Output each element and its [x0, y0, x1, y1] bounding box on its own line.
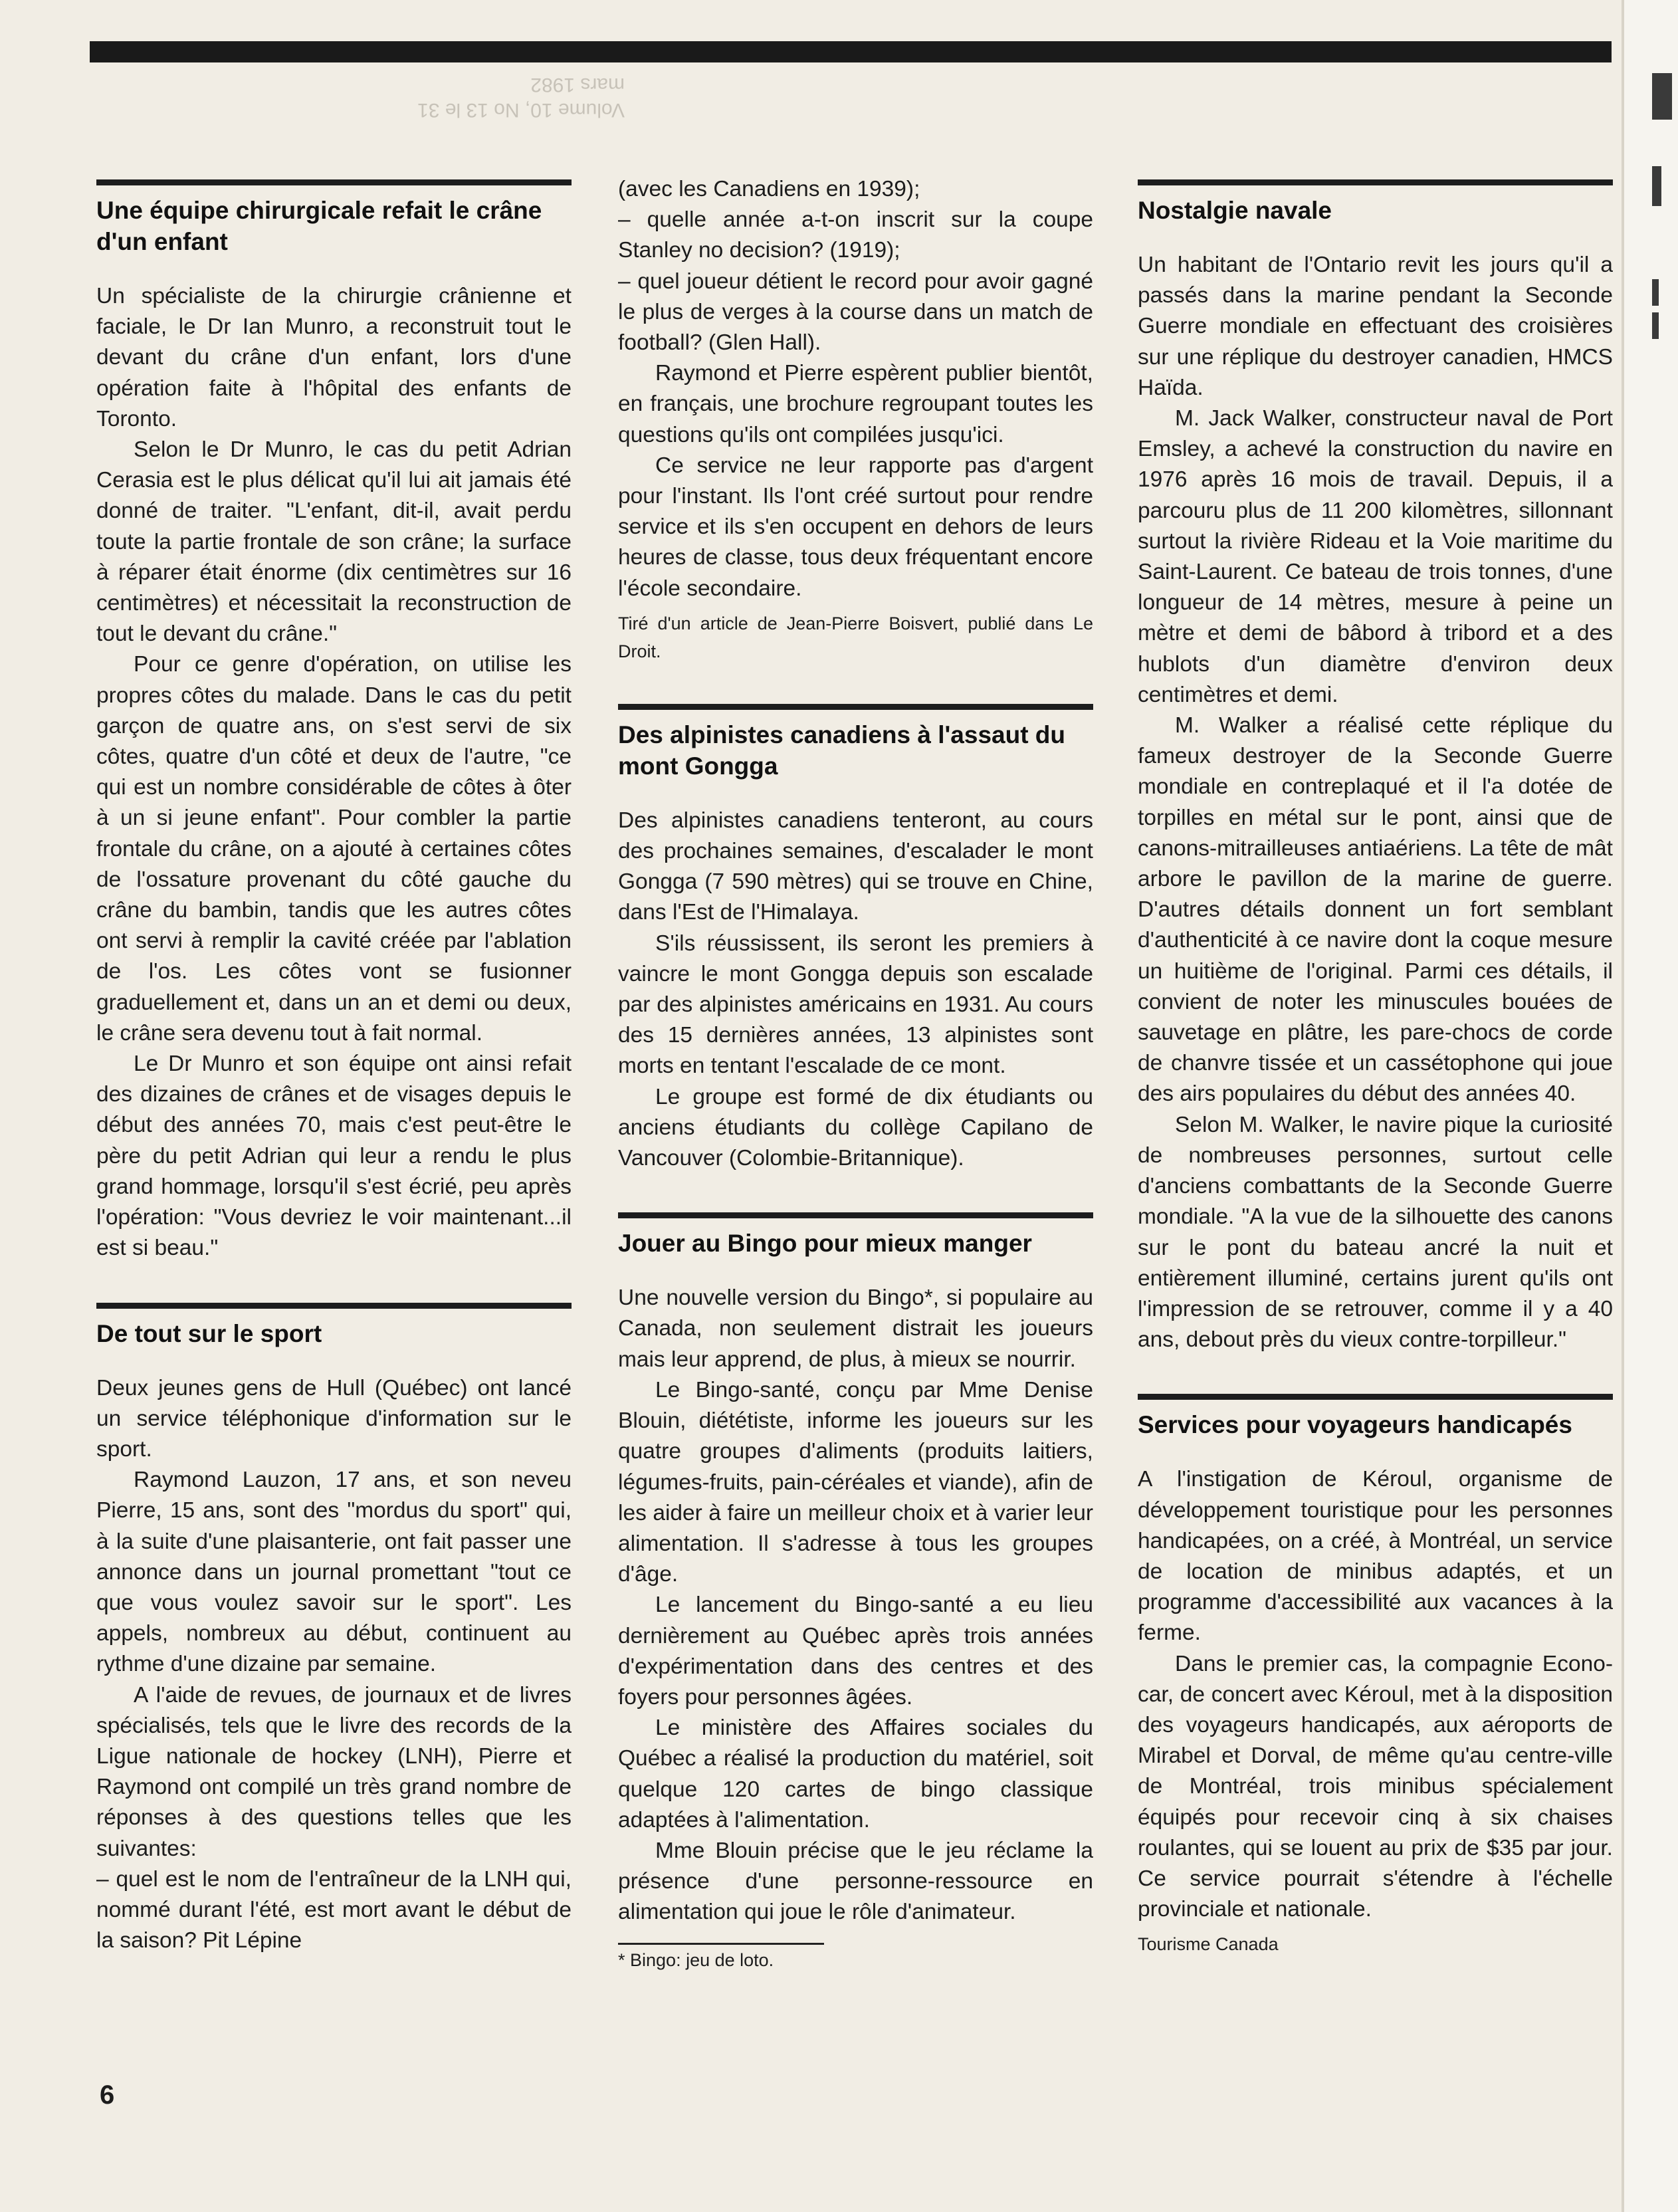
edge-mark [1652, 166, 1661, 206]
article-rule [96, 179, 572, 185]
article-chirurgie [96, 179, 572, 1264]
paragraph: S'ils réussissent, ils seront les premiers à vaincre le mont Gongga depuis son escalade par des alpinistes américains en 1931. Au cours des 15 dernières années, 13 alpinistes sont morts en tentant l'escalade de ce mont. [618, 931, 1093, 1079]
article-nostalgie [1138, 179, 1613, 1355]
paragraph: Ce service ne leur rapporte pas d'argent pour l'instant. Ils l'ont créé surtout pour rendre service et ils s'en occupent en dehors de leurs heures de classe, tous deux fréquentant encore l'école secondaire. [618, 453, 1093, 601]
paragraph: A l'aide de revues, de journaux et de livres spécialisés, tels que le livre des records de la Ligue nationale de hockey (LNH), Pierre et Raymond ont compilé un très grand nombre de réponses à des questions telles que les suivantes: [96, 1682, 572, 1861]
paragraph: Le lancement du Bingo-santé a eu lieu dernièrement au Québec après trois années d'expérimentation dans des centres et des foyers pour personnes âgées. [618, 1593, 1093, 1710]
paragraph: Le Bingo-santé, conçu par Mme Denise Blouin, diététiste, informe les joueurs sur les quatre groupes d'aliments (produits laitiers, légumes-fruits, pain-céréales et viande), afin de les aider à faire un meilleur choix et à varier leur alimentation. Il s'adresse à tous les groupes d'âge. [618, 1377, 1093, 1587]
article-bingo [618, 1212, 1093, 1971]
edge-mark [1652, 73, 1672, 120]
page-number: 6 [100, 2080, 115, 2110]
paragraph: Le ministère des Affaires sociales du Québec a réalisé la production du matériel, soit quelque 120 cartes de bingo classique adaptées à l'alimentation. [618, 1715, 1093, 1832]
paragraph: Un spécialiste de la chirurgie crânienne et faciale, le Dr Ian Munro, a reconstruit tout le devant du crâne d'un enfant, lors d'une opération faite à l'hôpital des enfants de Toronto. [96, 284, 572, 431]
next-page-edge [1622, 0, 1678, 2212]
paragraph: Deux jeunes gens de Hull (Québec) ont lancé un service téléphonique d'information sur le sport. [96, 1375, 572, 1462]
paragraph: Selon M. Walker, le navire pique la curiosité de nombreuses personnes, surtout celle d'anciens combattants de la Seconde Guerre mondiale. "A la vue de la silhouette des canons sur le pont du bateau ancré la nuit et entièrement illuminé, certains jurent qu'ils ont l'impression de se retrouver, comme il y a 40 ans, debout près du vieux contre-torpilleur." [1138, 1112, 1613, 1353]
article-alpinistes [618, 704, 1093, 1174]
article-rule [1138, 179, 1613, 185]
article-rule [618, 1212, 1093, 1218]
paragraph: Raymond et Pierre espèrent publier bientôt, en français, une brochure regroupant toutes les questions qu'ils ont compilées jusqu'ici. [618, 361, 1093, 447]
article-source: Tiré d'un article de Jean-Pierre Boisvert, publié dans Le Droit. [618, 613, 1093, 661]
paragraph: Dans le premier cas, la compagnie Econo-car, de concert avec Kéroul, met à la disposition des voyageurs handicapés, aux aéroports de Mirabel et Dorval, de même qu'au centre-ville de Montréal, trois minibus spécialement équipés pour recevoir cinq à six chaises roulantes, qui se louent au prix de $35 par jour. Ce service pourrait s'étendre à l'échelle provinciale et nationale. [1138, 1651, 1613, 1922]
article-title: De tout sur le sport [96, 1319, 322, 1347]
paragraph: Une nouvelle version du Bingo*, si populaire au Canada, non seulement distrait les joueurs mais leur apprend, de plus, à mieux se nourrir. [618, 1285, 1093, 1372]
paragraph: M. Walker a réalisé cette réplique du fameux destroyer de la Seconde Guerre mondiale en contreplaqué et il l'a dotée de torpilles en métal sur le pont, ainsi que de canons-mitrailleuses antiaériens. La tête de mât arbore le pavillon de la marine de guerre. D'autres détails donnent un fort semblant d'authenticité à ce navire dont la coque mesure un huitième de l'original. Parmi ces détails, il convient de noter les minuscules bouées de sauvetage en plâtre, les pare-chocs de corde de chanvre tissée et un cassétophone qui joue des airs populaires du début des années 40. [1138, 713, 1613, 1107]
paragraph: – quel est le nom de l'entraîneur de la LNH qui, nommé durant l'été, est mort avant le début de la saison? Pit Lépine [96, 1866, 572, 1953]
paragraph: Pour ce genre d'opération, on utilise les propres côtes du malade. Dans le cas du petit garçon de quatre ans, on s'est servi de six côtes, quatre d'un côté et deux de l'autre, "ce qui est un nombre considérable de côtes à ôter à un si jeune enfant". Pour combler la partie frontale du crâne, on a ajouté à certaines côtes de l'ossature provenant du côté gauche du crâne du bambin, tandis que les autres côtes ont servi à remplir la cavité créée par l'ablation de l'os. Les côtes vont se fusionner graduellement et, dans un an et demi ou deux, le crâne sera devenu tout à fait normal. [96, 652, 572, 1046]
article-handicapes [1138, 1394, 1613, 1958]
footnote: * Bingo: jeu de loto. [618, 1949, 774, 1970]
paragraph: Des alpinistes canadiens tenteront, au cours des prochaines semaines, d'escalader le mont Gongga (7 590 mètres) qui se trouve en Chine, dans l'Est de l'Himalaya. [618, 808, 1093, 925]
article-title: Des alpinistes canadiens à l'assaut du mont Gongga [618, 720, 1066, 780]
header-rule [90, 41, 1612, 62]
paragraph: Selon le Dr Munro, le cas du petit Adrian Cerasia est le plus délicat qu'il lui ait jamais été donné de traiter. "L'enfant, dit-il, avait perdu toute la partie frontale de son crâne; la surface à réparer était énorme (dix centimètres sur 16 centimètres) et nécessitait la reconstruction de tout le devant du crâne." [96, 437, 572, 647]
article-sport [96, 1303, 572, 1957]
edge-mark [1652, 279, 1659, 306]
article-title: Une équipe chirurgicale refait le crâne d'un enfant [96, 197, 542, 255]
column-3 [1138, 179, 1613, 1997]
paragraph: Le groupe est formé de dix étudiants ou anciens étudiants du collège Capilano de Vancouver (Colombie-Britannique). [618, 1084, 1093, 1171]
paragraph: M. Jack Walker, constructeur naval de Port Emsley, a achevé la construction du navire en 1976 après 16 mois de travail. Depuis, il a parcouru plus de 11 200 kilomètres, sillonnant surtout la rivière Rideau et la Voie maritime du Saint-Laurent. Ce bateau de trois tonnes, d'une longueur de 14 mètres, mesure à peine un mètre et demi de bâbord à tribord et a des hublots d'un diamètre d'environ deux centimètres et demi. [1138, 406, 1613, 707]
article-sport-continued [618, 174, 1093, 665]
bleed-through-text: Volume 10, No 13 le 31 mars 1982 [417, 74, 625, 121]
paragraph: (avec les Canadiens en 1939); [618, 177, 920, 201]
article-title: Jouer au Bingo pour mieux manger [618, 1230, 1032, 1258]
article-rule [618, 704, 1093, 710]
paragraph: Un habitant de l'Ontario revit les jours qu'il a passés dans la marine pendant la Seconde Guerre mondiale en effectuant des croisières sur une réplique du destroyer canadien, HMCS Haïda. [1138, 253, 1613, 400]
article-title: Nostalgie navale [1138, 197, 1332, 224]
article-rule [96, 1303, 572, 1309]
paragraph: – quelle année a-t-on inscrit sur la coupe Stanley no decision? (1919); [618, 207, 1093, 263]
article-source: Tourisme Canada [1138, 1934, 1279, 1955]
footnote-rule [618, 1943, 824, 1945]
column-2 [618, 174, 1093, 1971]
article-rule [1138, 1394, 1613, 1400]
edge-mark [1652, 312, 1659, 339]
paragraph: Le Dr Munro et son équipe ont ainsi refait des dizaines de crânes et de visages depuis le début des années 70, mais c'est peut-être le père du petit Adrian qui leur a rendu le plus grand hommage, lorsqu'il s'est écrié, peu après l'opération: "Vous devriez le voir maintenant...il est si beau." [96, 1051, 572, 1261]
paragraph: Mme Blouin précise que le jeu réclame la présence d'une personne-ressource en alimentation qui joue le rôle d'animateur. [618, 1838, 1093, 1925]
paragraph: Raymond Lauzon, 17 ans, et son neveu Pierre, 15 ans, sont des "mordus du sport" qui, à la suite d'une plaisanterie, ont fait passer une annonce dans un journal promettant "tout ce que vous voulez savoir sur le sport". Les appels, nombreux au début, continuent au rythme d'une dizaine par semaine. [96, 1468, 572, 1677]
column-1 [96, 179, 572, 1995]
article-title: Services pour voyageurs handicapés [1138, 1411, 1572, 1439]
paragraph: – quel joueur détient le record pour avoir gagné le plus de verges à la course dans un match de football? (Glen Hall). [618, 269, 1093, 356]
paragraph: A l'instigation de Kéroul, organisme de développement touristique pour les personnes handicapées, on a créé, à Montréal, un service de location de minibus adaptés, et un programme d'accessibilité aux vacances à la ferme. [1138, 1467, 1613, 1646]
